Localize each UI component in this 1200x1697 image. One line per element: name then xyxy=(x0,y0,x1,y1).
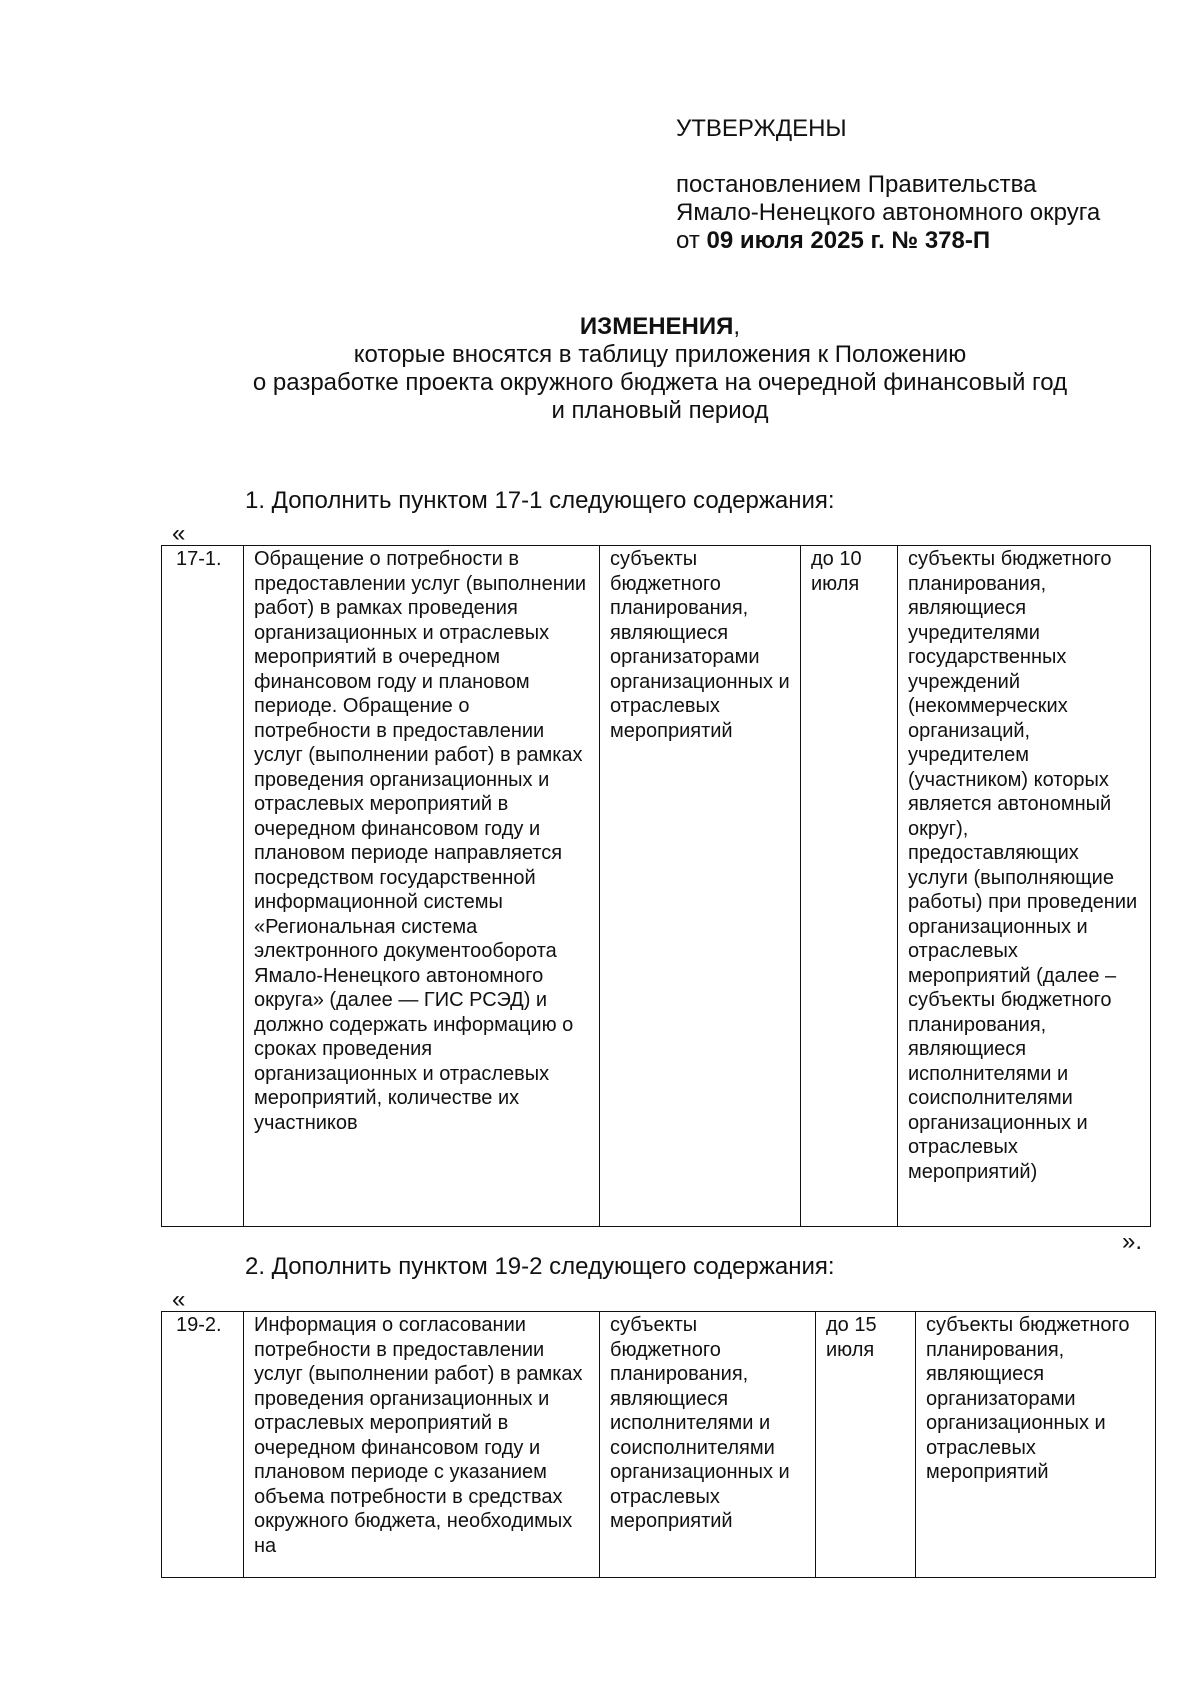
approval-date xyxy=(676,227,1100,255)
row-responsible: субъекты бюджетного планирования, являющиеся организаторами организационных и отраслевых мероприятий xyxy=(600,546,801,1227)
row-deadline: до 15 июля xyxy=(816,1312,916,1578)
title-line-2: о разработке проекта окружного бюджета на очередной финансовый год xyxy=(252,369,1068,396)
row-deadline: до 10 июля xyxy=(801,546,898,1227)
approved-label: УТВЕРЖДЕНЫ xyxy=(676,115,847,142)
approval-line-1: постановлением Правительства xyxy=(676,171,1037,198)
row-recipient: субъекты бюджетного планирования, являющиеся организаторами организационных и отраслевых мероприятий xyxy=(916,1312,1156,1578)
document-title xyxy=(150,313,1170,425)
title-heading: ИЗМЕНЕНИЯ xyxy=(579,313,734,340)
row-description: Информация о согласовании потребности в предоставлении услуг (выполнении работ) в рамках проведения организационных и отраслевых мероприятий в очередном финансовом году и плановом периоде с указанием объема потребности в средствах окружного бюджета, необходимых на xyxy=(244,1312,600,1578)
approval-date-prefix: от xyxy=(676,227,700,254)
title-heading-comma: , xyxy=(733,313,741,340)
approval-line-2: Ямало-Ненецкого автономного округа xyxy=(676,199,1101,226)
section-1-table xyxy=(161,545,1151,1227)
approval-stamp xyxy=(676,115,1100,255)
section-2-text: 2. Дополнить пунктом 19-2 следующего содержания: xyxy=(245,1253,835,1280)
title-line-1: которые вносятся в таблицу приложения к Положению xyxy=(353,341,967,368)
row-description: Обращение о потребности в предоставлении услуг (выполнении работ) в рамках проведения организационных и отраслевых мероприятий в очередном финансовом году и плановом периоде. Обращение о потребности в предоставлении услуг (выполнении работ) в рамках проведения организационных и отраслевых мероприятий в очередном финансовом году и плановом периоде направляется посредством государственной информационной системы «Региональная система электронного документооборота Ямало-Ненецкого автономного округа» (далее — ГИС РСЭД) и должно содержать информацию о сроках проведения организационных и отраслевых мероприятий, количестве их участников xyxy=(244,546,600,1227)
section-1-text: 1. Дополнить пунктом 17-1 следующего содержания: xyxy=(245,487,835,514)
row-number: 19-2. xyxy=(162,1312,244,1578)
row-number: 17-1. xyxy=(162,546,244,1227)
section-1-quote-open: « xyxy=(172,520,186,547)
section-2-quote-open: « xyxy=(172,1286,186,1313)
row-responsible: субъекты бюджетного планирования, являющиеся исполнителями и соисполнителями организационных и отраслевых мероприятий xyxy=(600,1312,816,1578)
title-line-3: и плановый период xyxy=(551,397,769,424)
table-row xyxy=(162,546,1151,1227)
row-recipient: субъекты бюджетного планирования, являющиеся учредителями государственных учреждений (некоммерческих организаций, учредителем (участником) которых является автономный округ), предоставляющих услуги (выполняющие работы) при проведении организационных и отраслевых мероприятий (далее – субъекты бюджетного планирования, являющиеся исполнителями и соисполнителями организационных и отраслевых мероприятий) xyxy=(898,546,1151,1227)
section-1-quote-close: ». xyxy=(1122,1228,1143,1255)
approval-date-number: 09 июля 2025 г. № 378-П xyxy=(706,227,991,254)
section-2-table xyxy=(161,1311,1156,1578)
table-row xyxy=(162,1312,1156,1578)
